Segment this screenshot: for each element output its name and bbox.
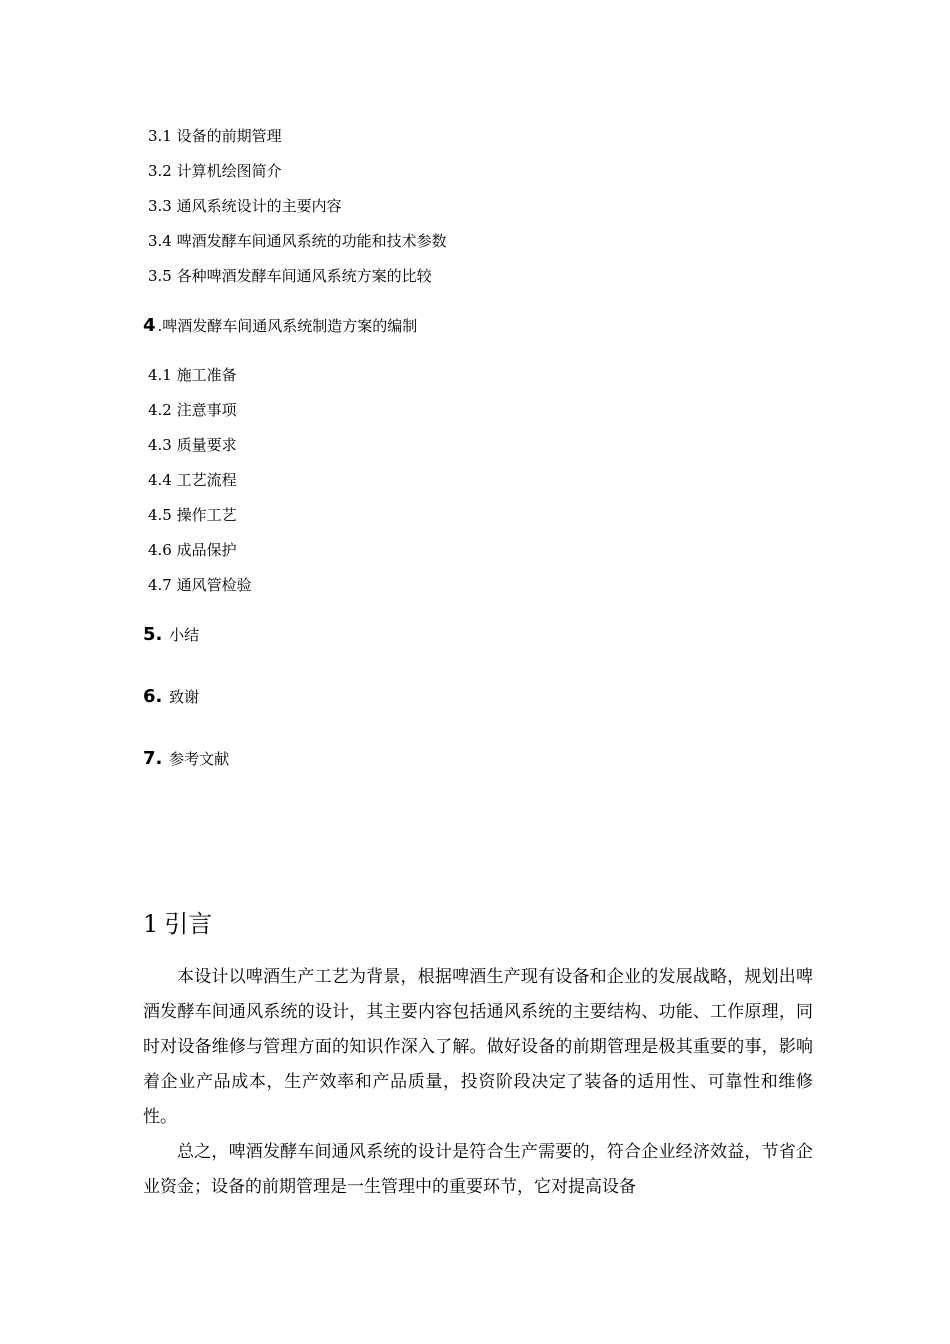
toc-chapter-5-number: 5. — [143, 624, 163, 645]
section-1-heading — [143, 908, 212, 940]
toc-chapter-4-title: .啤酒发酵车间通风系统制造方案的编制 — [157, 317, 418, 335]
toc-chapter-6-title: 致谢 — [169, 688, 200, 706]
toc-chapter-6 — [143, 686, 199, 708]
toc-item-4-7: 4.7 通风管检验 — [148, 576, 252, 594]
toc-item-3-4: 3.4 啤酒发酵车间通风系统的功能和技术参数 — [148, 232, 447, 250]
toc-item-4-2: 4.2 注意事项 — [148, 401, 237, 419]
toc-item-4-3: 4.3 质量要求 — [148, 436, 237, 454]
body-paragraph: 总之，啤酒发酵车间通风系统的设计是符合生产需要的，符合企业经济效益，节省企业资金；设备的前期管理是一生管理中的重要环节，它对提高设备 — [143, 1142, 813, 1197]
section-1-number: 1 — [143, 910, 159, 938]
toc-item-3-1: 3.1 设备的前期管理 — [148, 127, 282, 145]
toc-item-4-5: 4.5 操作工艺 — [148, 506, 237, 524]
body-paragraph: 本设计以啤酒生产工艺为背景，根据啤酒生产现有设备和企业的发展战略，规划出啤酒发酵车间通风系统的设计，其主要内容包括通风系统的主要结构、功能、工作原理，同时对设备维修与管理方面的知识作深入了解。做好设备的前期管理是极其重要的事，影响着企业产品成本，生产效率和产品质量，投资阶段决定了装备的适用性、可靠性和维修性。 — [143, 967, 813, 1127]
toc-chapter-7-title: 参考文献 — [169, 750, 230, 768]
toc-item-4-6: 4.6 成品保护 — [148, 541, 237, 559]
toc-chapter-7-number: 7. — [143, 748, 163, 769]
section-1-title: 引言 — [164, 910, 213, 938]
section-1-body — [143, 960, 813, 1205]
toc-chapter-6-number: 6. — [143, 686, 163, 707]
toc-chapter-7 — [143, 748, 229, 770]
toc-chapter-5-title: 小结 — [169, 626, 200, 644]
toc-item-3-2: 3.2 计算机绘图简介 — [148, 162, 282, 180]
toc-chapter-4-number: 4 — [143, 315, 156, 336]
toc-chapter-4 — [143, 315, 417, 337]
toc-item-4-4: 4.4 工艺流程 — [148, 471, 237, 489]
toc-item-3-3: 3.3 通风系统设计的主要内容 — [148, 197, 342, 215]
toc-item-4-1: 4.1 施工准备 — [148, 366, 237, 384]
toc-chapter-5 — [143, 624, 199, 646]
toc-item-3-5: 3.5 各种啤酒发酵车间通风系统方案的比较 — [148, 267, 432, 285]
